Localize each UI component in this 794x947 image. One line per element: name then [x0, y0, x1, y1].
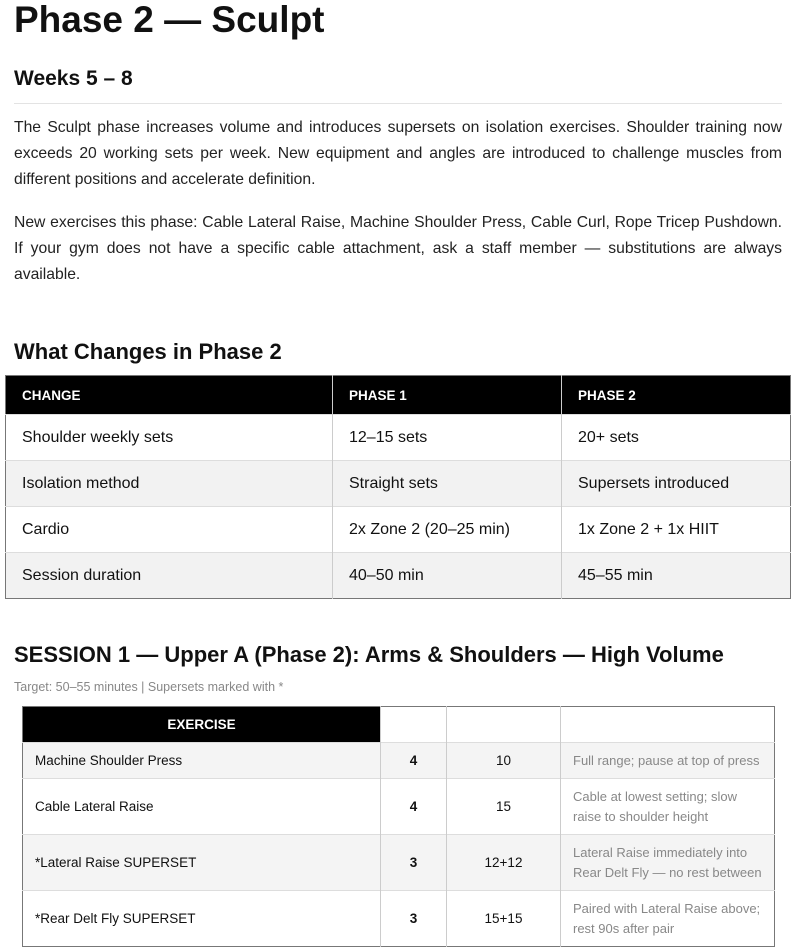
change-cell: Isolation method — [6, 461, 333, 507]
table-header-row — [6, 376, 791, 415]
table-row — [23, 779, 775, 835]
change-cell: Session duration — [6, 553, 333, 599]
column-header-change: CHANGE — [6, 376, 333, 415]
column-header-notes — [561, 707, 775, 743]
session-heading: SESSION 1 — Upper A (Phase 2): Arms & Shoulders — High Volume — [14, 642, 724, 667]
column-header-phase1: PHASE 1 — [333, 376, 562, 415]
table-row — [6, 553, 791, 599]
table-row — [6, 461, 791, 507]
intro-paragraph: The Sculpt phase increases volume and introduces supersets on isolation exercises. Shoulder training now exceeds 20 working sets per week. New equipment and angles are introduced to challenge muscles from different positions and accelerate definition. — [14, 119, 782, 188]
column-header-sets — [381, 707, 447, 743]
column-header-phase2: PHASE 2 — [562, 376, 791, 415]
reps-cell: 15 — [447, 779, 561, 835]
notes-cell: Lateral Raise immediately into Rear Delt Fly — no rest between — [561, 835, 775, 891]
change-cell: Shoulder weekly sets — [6, 415, 333, 461]
phase2-cell: 20+ sets — [562, 415, 791, 461]
column-header-reps — [447, 707, 561, 743]
weeks-subheading: Weeks 5 – 8 — [14, 67, 133, 90]
divider — [14, 103, 782, 104]
exercise-cell: Cable Lateral Raise — [23, 779, 381, 835]
phase2-cell: Supersets introduced — [562, 461, 791, 507]
table-row — [23, 891, 775, 947]
reps-cell: 10 — [447, 743, 561, 779]
new-exercises-paragraph: New exercises this phase: Cable Lateral Raise, Machine Shoulder Press, Cable Curl, Rope Tricep Pushdown. If your gym does not have a specific cable attachment, ask a staff member — substitutions are always available. — [14, 214, 782, 283]
phase2-cell: 1x Zone 2 + 1x HIIT — [562, 507, 791, 553]
exercise-cell: *Rear Delt Fly SUPERSET — [23, 891, 381, 947]
table-row — [6, 507, 791, 553]
reps-cell: 15+15 — [447, 891, 561, 947]
page-title: Phase 2 — Sculpt — [14, 0, 325, 40]
phase1-cell: Straight sets — [333, 461, 562, 507]
sets-cell: 3 — [381, 835, 447, 891]
reps-cell: 12+12 — [447, 835, 561, 891]
notes-cell: Cable at lowest setting; slow raise to shoulder height — [561, 779, 775, 835]
phase1-cell: 2x Zone 2 (20–25 min) — [333, 507, 562, 553]
table-row — [23, 835, 775, 891]
phase2-cell: 45–55 min — [562, 553, 791, 599]
phase1-cell: 12–15 sets — [333, 415, 562, 461]
exercise-cell: *Lateral Raise SUPERSET — [23, 835, 381, 891]
session-table — [22, 706, 775, 947]
change-cell: Cardio — [6, 507, 333, 553]
changes-table — [5, 375, 791, 599]
sets-cell: 4 — [381, 743, 447, 779]
notes-cell: Full range; pause at top of press — [561, 743, 775, 779]
phase1-cell: 40–50 min — [333, 553, 562, 599]
notes-cell: Paired with Lateral Raise above; rest 90s after pair — [561, 891, 775, 947]
table-header-row — [23, 707, 775, 743]
table-row — [23, 743, 775, 779]
changes-heading: What Changes in Phase 2 — [14, 339, 282, 364]
sets-cell: 3 — [381, 891, 447, 947]
table-row — [6, 415, 791, 461]
column-header-exercise: EXERCISE — [23, 707, 381, 743]
session-target-note: Target: 50–55 minutes | Supersets marked with * — [14, 680, 284, 694]
sets-cell: 4 — [381, 779, 447, 835]
exercise-cell: Machine Shoulder Press — [23, 743, 381, 779]
